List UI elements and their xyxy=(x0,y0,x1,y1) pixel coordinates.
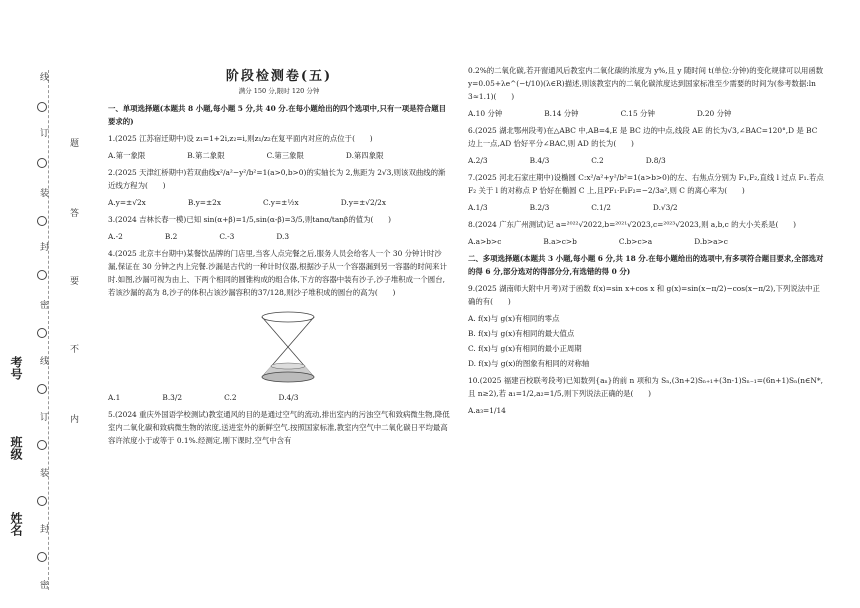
option: A.y=±√2x xyxy=(108,198,146,207)
question-2: 2.(2025 天津红桥期中)若双曲线x²/a²−y²/b²=1(a>0,b>0)的实轴长为 2,焦距为 2√3,则该双曲线的渐近线方程为( ) xyxy=(108,168,446,190)
question-1: 1.(2025 江苏宿迁期中)设 z₁=1+2i,z₂=i,则z₁/z₂在复平面内对应的点位于( ) xyxy=(108,134,373,143)
binding-circle xyxy=(37,102,47,112)
binding-word: 密 xyxy=(38,580,48,589)
option: B.a>c>b xyxy=(543,237,577,246)
hourglass-figure xyxy=(258,311,318,383)
class-label: 班级 xyxy=(9,436,23,460)
cut-line xyxy=(48,70,50,590)
binding-word: 封 xyxy=(38,524,48,533)
option: D.y=±√2/2x xyxy=(340,198,387,207)
option: A.2/3 xyxy=(468,156,488,165)
section-heading: 二、多项选择题(本题共 3 小题,每小题 6 分,共 18 分.在每小题给出的选项中,有多项符合题目要求,全部选对的得 6 分,部分选对的得部分分,有选错的得 0 分) xyxy=(468,254,824,276)
question-6-options xyxy=(468,154,824,167)
binding-circle xyxy=(37,270,47,280)
option: D.3 xyxy=(276,232,290,241)
option: D.8/3 xyxy=(645,156,666,165)
option: C.1/2 xyxy=(591,203,611,212)
binding-word: 密 xyxy=(38,300,48,309)
page-title: 阶段检测卷(五) xyxy=(225,69,333,84)
option: C.2 xyxy=(224,393,237,402)
question-4-options xyxy=(108,391,450,404)
binding-word: 装 xyxy=(38,468,48,477)
option: A.1/3 xyxy=(468,203,488,212)
binding-circle xyxy=(37,496,47,506)
binding-word: 内 xyxy=(68,414,78,423)
binding-word: 线 xyxy=(38,72,48,81)
option: B.4/3 xyxy=(529,156,550,165)
binding-circle xyxy=(37,328,47,338)
option: A.1 xyxy=(108,393,121,402)
option: A.10 分钟 xyxy=(468,109,503,118)
question-1-options xyxy=(108,149,450,162)
option: C.y=±½x xyxy=(263,198,299,207)
option: D.20 分钟 xyxy=(696,109,732,118)
option: A.a>b>c xyxy=(468,237,502,246)
option: C.第三象限 xyxy=(266,151,304,160)
option: D.第四象限 xyxy=(345,151,384,160)
binding-word: 不 xyxy=(68,344,78,353)
question-6: 6.(2025 湖北鄂州段考)在△ABC 中,AB=4,E 是 BC 边的中点,线段 AE 的长为√3,∠BAC=120°,D 是 BC 边上一点,AD 恰好平分∠BAC,则 AD 的长为( ) xyxy=(468,126,818,148)
question-7: 7.(2025 河北石家庄期中)设椭圆 C:x²/a²+y²/b²=1(a>b>0)的左、右焦点分别为 F₁,F₂,直线 l 过点 F₁.若点 F₂ 关于 l 的对称点 P 恰好在椭圆 C 上,且PF₁·F₁F₂=−2/3a²,则 C 的离心率为( ) xyxy=(468,173,824,195)
question-5-continued: 0.2%的二氧化碳,若开窗通风后教室内二氧化碳的浓度为 y%,且 y 随时间 t(单位:分钟)的变化规律可以用函数 y=0.05+λe^(−t/10)(λ∈R)描述,则该教室内的二氧化碳浓度达到国家标准至少需要的时间为(参考数据:ln 3≈1.1)( ) xyxy=(468,66,824,101)
binding-word: 题 xyxy=(68,138,78,147)
binding-word: 订 xyxy=(38,128,48,137)
option: A.第一象限 xyxy=(108,151,146,160)
option: B.y=±2x xyxy=(187,198,222,207)
option: A. f(x)与 g(x)有相同的零点 xyxy=(468,314,560,323)
question-8-options xyxy=(468,235,824,248)
question-9: 9.(2025 湖南师大附中月考)对于函数 f(x)=sin x+cos x 和 g(x)=sin(x−π/2)−cos(x−π/2),下列说法中正确的有( ) xyxy=(468,284,820,306)
right-column xyxy=(468,64,824,421)
binding-circle xyxy=(37,216,47,226)
question-5-options xyxy=(468,107,824,120)
option: C. f(x)与 g(x)有相同的最小正周期 xyxy=(468,344,582,353)
binding-word: 封 xyxy=(38,242,48,251)
option: D. f(x)与 g(x)的图象有相同的对称轴 xyxy=(468,359,590,368)
binding-word: 要 xyxy=(68,276,78,285)
question-7-options xyxy=(468,201,824,214)
question-4: 4.(2025 北京丰台期中)某餐饮品牌的门店里,当客人点完餐之后,服务人员会给客人一个 30 分钟计时沙漏,保证在 30 分钟之内上完餐.沙漏是古代的一种计时仪器,根据沙子从一个容器漏到另一容器的时间来计时.如图,沙漏可视为由上、下两个相同的圆锥构成的组合体,下方的容器中装有沙子,沙子堆积成一个圆台,若该沙漏的高为 8,沙子的体积占该沙漏容积的37/128,则沙子堆积成的圆台的高为( ) xyxy=(108,249,447,297)
left-column xyxy=(108,70,450,451)
binding-margin xyxy=(0,0,95,608)
question-5: 5.(2024 重庆外国语学校测试)教室通风的目的是通过空气的流动,排出室内的污浊空气和致病微生物,降低室内二氧化碳和致病微生物的浓度,送进室外的新鲜空气.按照国家标准,教室内空气中二氧化碳日平均最高容许浓度小于或等于 0.1%.经测定,刚下课时,空气中含有 xyxy=(108,410,450,445)
binding-word: 装 xyxy=(38,188,48,197)
option: B. f(x)与 g(x)有相同的最大值点 xyxy=(468,329,575,338)
name-label: 姓名 xyxy=(9,512,23,536)
question-3: 3.(2024 吉林长春一模)已知 sin(α+β)=1/5,sin(α-β)=3/5,则tanα/tanβ的值为( ) xyxy=(108,215,392,224)
binding-circle xyxy=(37,384,47,394)
binding-word: 答 xyxy=(68,208,78,217)
option: A.a₃=1/14 xyxy=(468,406,506,415)
option: A.-2 xyxy=(108,232,123,241)
question-2-options xyxy=(108,196,450,209)
exam-number-label: 考号 xyxy=(9,356,23,380)
page-subtitle: 满分 150 分,限时 120 分钟 xyxy=(238,87,320,95)
option: C.b>c>a xyxy=(618,237,653,246)
option: B.第二象限 xyxy=(187,151,225,160)
option: B.2 xyxy=(164,232,178,241)
option: D.√3/2 xyxy=(652,203,678,212)
binding-circle xyxy=(37,440,47,450)
option: D.b>a>c xyxy=(694,237,728,246)
option: C.-3 xyxy=(219,232,235,241)
binding-circle xyxy=(37,552,47,562)
option: C.2 xyxy=(591,156,604,165)
binding-word: 线 xyxy=(38,356,48,365)
option: B.14 分钟 xyxy=(544,109,579,118)
section-heading: 一、单项选择题(本题共 8 小题,每小题 5 分,共 40 分.在每小题给出的四个选项中,只有一项是符合题目要求的) xyxy=(108,104,447,126)
binding-word: 订 xyxy=(38,412,48,421)
option: B.3/2 xyxy=(162,393,183,402)
question-10: 10.(2025 福建百校联考段考)已知数列{aₙ}的前 n 项和为 Sₙ,(3n+2)Sₙ₊₁+(3n-1)Sₙ₋₁=(6n+1)Sₙ(n∈N*,且 n≥2),若 a₁=1/2,a₂=1/5,则下列说法正确的是( ) xyxy=(468,376,823,398)
option: B.2/3 xyxy=(529,203,550,212)
binding-circle xyxy=(37,158,47,168)
option: C.15 分钟 xyxy=(620,109,655,118)
question-8: 8.(2024 广东广州测试)记 a=²⁰²²√2022,b=²⁰²¹√2023,c=²⁰²³√2023,则 a,b,c 的大小关系是( ) xyxy=(468,220,797,229)
option: D.4/3 xyxy=(278,393,299,402)
question-3-options xyxy=(108,230,450,243)
